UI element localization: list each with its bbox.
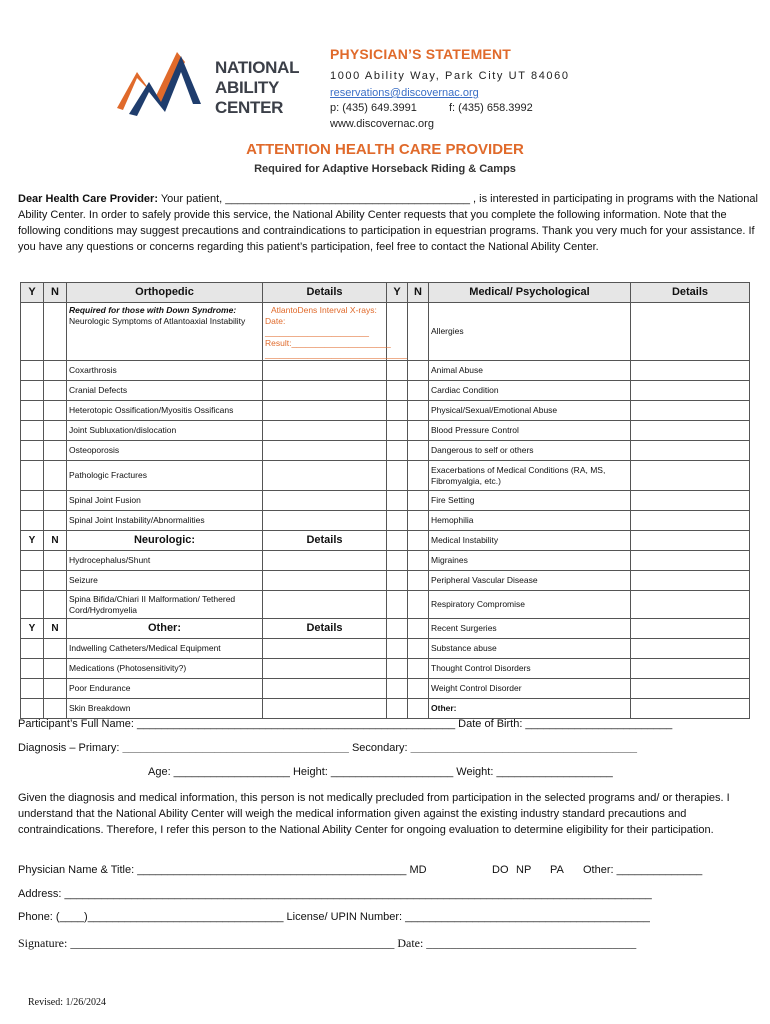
condition-label: Seizure xyxy=(67,571,263,591)
y-checkbox[interactable] xyxy=(387,699,408,719)
y-checkbox[interactable] xyxy=(387,571,408,591)
y-checkbox[interactable] xyxy=(21,461,44,491)
details-cell[interactable] xyxy=(263,361,387,381)
intro-lead: Dear Health Care Provider: xyxy=(18,193,158,205)
n-checkbox[interactable] xyxy=(408,699,429,719)
conditions-table xyxy=(20,282,750,719)
y-checkbox[interactable] xyxy=(21,361,44,381)
logo-line-ability: ABILITY xyxy=(215,78,280,97)
condition-label: Neurologic Symptoms of Atlantoaxial Instability xyxy=(69,316,246,326)
n-checkbox[interactable] xyxy=(408,401,429,421)
intro-paragraph xyxy=(18,191,758,255)
details-cell[interactable] xyxy=(631,531,750,551)
condition-label: Medical Instability xyxy=(429,531,631,551)
attention-heading: ATTENTION HEALTH CARE PROVIDER xyxy=(246,141,524,158)
y-checkbox[interactable] xyxy=(387,591,408,619)
n-checkbox[interactable] xyxy=(408,679,429,699)
details-cell[interactable] xyxy=(263,441,387,461)
y-checkbox[interactable] xyxy=(387,441,408,461)
medical-psychological-header: Medical/ Psychological xyxy=(429,283,631,303)
condition-label: Respiratory Compromise xyxy=(429,591,631,619)
required-for-subtitle: Required for Adaptive Horseback Riding & Camps xyxy=(254,163,516,175)
neurologic-header: Neurologic: xyxy=(67,531,263,551)
details-cell[interactable] xyxy=(263,571,387,591)
details-cell[interactable] xyxy=(631,551,750,571)
y-checkbox[interactable] xyxy=(387,619,408,639)
age-height-weight-field[interactable]: Age: ___________________ Height: ____________________ Weight: ___________________ xyxy=(148,766,613,778)
atlanto-details-cell[interactable] xyxy=(263,303,407,361)
details-cell[interactable] xyxy=(263,461,387,491)
n-checkbox[interactable] xyxy=(408,531,429,551)
details-cell[interactable] xyxy=(631,441,750,461)
n-checkbox[interactable] xyxy=(408,381,429,401)
atlanto-date: Date: ______________________ xyxy=(265,316,370,337)
details-cell[interactable] xyxy=(631,659,750,679)
y-checkbox[interactable] xyxy=(21,303,44,361)
condition-label: Animal Abuse xyxy=(429,361,631,381)
credential-np[interactable]: NP xyxy=(516,864,532,876)
condition-label: Blood Pressure Control xyxy=(429,421,631,441)
credential-other-field[interactable]: Other: ______________ xyxy=(583,864,703,876)
condition-label: Coxarthrosis xyxy=(67,361,263,381)
national-ability-center-logo xyxy=(115,48,310,128)
condition-label: Pathologic Fractures xyxy=(67,461,263,491)
details-cell[interactable] xyxy=(263,381,387,401)
n-checkbox[interactable] xyxy=(44,491,67,511)
condition-cell xyxy=(67,303,263,361)
condition-label: Substance abuse xyxy=(429,639,631,659)
condition-label: Osteoporosis xyxy=(67,441,263,461)
down-syndrome-note: Required for those with Down Syndrome: xyxy=(69,305,237,315)
details-cell[interactable] xyxy=(263,659,387,679)
details-cell[interactable] xyxy=(631,699,750,719)
n-checkbox[interactable] xyxy=(44,461,67,491)
y-checkbox[interactable] xyxy=(387,461,408,491)
y-checkbox[interactable] xyxy=(387,491,408,511)
y-checkbox[interactable] xyxy=(21,659,44,679)
n-checkbox[interactable] xyxy=(44,381,67,401)
intro-body: Your patient, ________________________________________ , is interested in participating in programs with the National Ability Center. In order to safely provide this service, the National Ability Center requests that you complete the following information. Note that the following conditions may suggest precautions and contraindications to participation in equestrian programs. Thank you very much for your assistance. If you have any questions or concerns regarding this patient’s participation, feel free to contact the National Ability Center. xyxy=(18,193,758,253)
website-text: www.discovernac.org xyxy=(330,118,434,130)
details-cell[interactable] xyxy=(263,511,387,531)
y-checkbox[interactable] xyxy=(21,639,44,659)
y-label: Y xyxy=(21,531,44,551)
n-checkbox[interactable] xyxy=(408,511,429,531)
y-checkbox[interactable] xyxy=(21,491,44,511)
condition-label: Spina Bifida/Chiari II Malformation/ Tethered Cord/Hydromyelia xyxy=(67,591,263,619)
y-checkbox[interactable] xyxy=(21,511,44,531)
n-checkbox[interactable] xyxy=(44,591,67,619)
y-checkbox[interactable] xyxy=(21,551,44,571)
condition-label: Medications (Photosensitivity?) xyxy=(67,659,263,679)
n-checkbox[interactable] xyxy=(408,551,429,571)
y-checkbox[interactable] xyxy=(387,511,408,531)
details-cell[interactable] xyxy=(631,679,750,699)
condition-label: Recent Surgeries xyxy=(429,619,631,639)
address-text: 1000 Ability Way, Park City UT 84060 xyxy=(330,70,570,82)
email-link[interactable]: reservations@discovernac.org xyxy=(330,87,479,99)
phone-number: p: (435) 649.3991 xyxy=(330,102,417,114)
details-cell[interactable] xyxy=(263,639,387,659)
n-checkbox[interactable] xyxy=(408,491,429,511)
orthopedic-header: Orthopedic xyxy=(67,283,263,303)
condition-label: Fire Setting xyxy=(429,491,631,511)
n-checkbox[interactable] xyxy=(44,571,67,591)
n-header: N xyxy=(408,283,429,303)
y-checkbox[interactable] xyxy=(387,551,408,571)
details-cell[interactable] xyxy=(631,591,750,619)
n-header: N xyxy=(44,283,67,303)
condition-label: Heterotopic Ossification/Myositis Ossificans xyxy=(67,401,263,421)
n-checkbox[interactable] xyxy=(44,699,67,719)
details-header: Details xyxy=(263,283,387,303)
fax-number: f: (435) 658.3992 xyxy=(448,102,533,114)
n-checkbox[interactable] xyxy=(44,511,67,531)
other-medical-label: Other: xyxy=(429,699,631,719)
condition-label: Exacerbations of Medical Conditions (RA, MS, Fibromyalgia, etc.) xyxy=(429,461,631,491)
atlanto-label: AtlantoDens Interval X-rays: xyxy=(271,305,377,315)
n-checkbox[interactable] xyxy=(408,659,429,679)
diagnosis-primary-label: Diagnosis – Primary: xyxy=(18,742,123,754)
condition-label: Thought Control Disorders xyxy=(429,659,631,679)
n-checkbox[interactable] xyxy=(408,591,429,619)
n-checkbox[interactable] xyxy=(408,361,429,381)
y-checkbox[interactable] xyxy=(21,381,44,401)
condition-label: Joint Subluxation/dislocation xyxy=(67,421,263,441)
logo-line-center: CENTER xyxy=(215,98,284,117)
n-checkbox[interactable] xyxy=(408,441,429,461)
details-header: Details xyxy=(631,283,750,303)
revised-date: Revised: 1/26/2024 xyxy=(28,997,107,1008)
details-cell[interactable] xyxy=(631,461,750,491)
credential-pa[interactable]: PA xyxy=(550,864,564,876)
condition-label: Indwelling Catheters/Medical Equipment xyxy=(67,639,263,659)
details-cell[interactable] xyxy=(263,491,387,511)
condition-label: Cardiac Condition xyxy=(429,381,631,401)
y-checkbox[interactable] xyxy=(387,421,408,441)
n-checkbox[interactable] xyxy=(44,303,67,361)
details-cell[interactable] xyxy=(631,571,750,591)
logo-line-national: NATIONAL xyxy=(215,58,300,77)
details-cell[interactable] xyxy=(263,401,387,421)
n-checkbox[interactable] xyxy=(44,361,67,381)
n-checkbox[interactable] xyxy=(408,461,429,491)
y-checkbox[interactable] xyxy=(387,679,408,699)
n-checkbox[interactable] xyxy=(408,571,429,591)
atlanto-result: Result:_____________________ xyxy=(265,338,391,348)
y-checkbox[interactable] xyxy=(387,639,408,659)
document-title: PHYSICIAN’S STATEMENT xyxy=(330,46,512,62)
n-checkbox[interactable] xyxy=(408,303,429,361)
diagnosis-primary-field[interactable]: _____________________________________ xyxy=(122,742,349,754)
condition-label: Poor Endurance xyxy=(67,679,263,699)
phone-fax xyxy=(330,102,533,114)
y-checkbox[interactable] xyxy=(387,659,408,679)
details-cell[interactable] xyxy=(631,381,750,401)
details-header: Details xyxy=(263,531,387,551)
details-cell[interactable] xyxy=(263,699,387,719)
details-cell[interactable] xyxy=(631,619,750,639)
details-cell[interactable] xyxy=(631,511,750,531)
condition-label: Hemophilia xyxy=(429,511,631,531)
condition-label: Cranial Defects xyxy=(67,381,263,401)
diagnosis-row xyxy=(18,742,637,754)
y-label: Y xyxy=(21,619,44,639)
y-checkbox[interactable] xyxy=(387,381,408,401)
n-label: N xyxy=(44,619,67,639)
participant-name-field[interactable]: Participant’s Full Name: ____________________________________________________ Date of Birth: ________________________ xyxy=(18,718,673,730)
credential-do[interactable]: DO xyxy=(492,864,509,876)
y-checkbox[interactable] xyxy=(21,441,44,461)
details-cell[interactable] xyxy=(631,491,750,511)
y-checkbox[interactable] xyxy=(21,699,44,719)
n-label: N xyxy=(44,531,67,551)
details-cell[interactable] xyxy=(631,361,750,381)
details-cell[interactable] xyxy=(631,303,750,361)
signature-date-field[interactable]: Signature: ______________________________________________________ Date: ___________________________________ xyxy=(18,936,637,950)
diagnosis-secondary-field[interactable]: _____________________________________ xyxy=(410,742,638,754)
condition-label: Weight Control Disorder xyxy=(429,679,631,699)
condition-label: Hydrocephalus/Shunt xyxy=(67,551,263,571)
y-header: Y xyxy=(21,283,44,303)
other-header: Other: xyxy=(67,619,263,639)
n-checkbox[interactable] xyxy=(44,421,67,441)
y-checkbox[interactable] xyxy=(21,401,44,421)
n-checkbox[interactable] xyxy=(44,639,67,659)
physician-name-field[interactable]: Physician Name & Title: ____________________________________________ MD xyxy=(18,864,427,876)
details-cell[interactable] xyxy=(631,401,750,421)
y-checkbox[interactable] xyxy=(387,401,408,421)
y-checkbox[interactable] xyxy=(387,361,408,381)
details-cell[interactable] xyxy=(263,551,387,571)
condition-label: Allergies xyxy=(429,303,631,361)
details-cell[interactable] xyxy=(263,679,387,699)
details-cell[interactable] xyxy=(631,639,750,659)
certification-paragraph: Given the diagnosis and medical information, this person is not medically precluded from participation in the selected programs and/ or therapies. I understand that the National Ability Center will weigh the medical information given against the existing industry standard precautions and contraindications. Therefore, I refer this person to the National Ability Center for ongoing evaluation to determine eligibility for their participation. xyxy=(18,792,730,836)
n-checkbox[interactable] xyxy=(408,619,429,639)
n-checkbox[interactable] xyxy=(44,441,67,461)
n-checkbox[interactable] xyxy=(408,421,429,441)
details-header: Details xyxy=(263,619,387,639)
y-checkbox[interactable] xyxy=(21,591,44,619)
y-header: Y xyxy=(387,283,408,303)
n-checkbox[interactable] xyxy=(44,679,67,699)
n-checkbox[interactable] xyxy=(44,659,67,679)
address-field[interactable]: Address: ________________________________________________________________________________________________ xyxy=(18,888,652,900)
n-checkbox[interactable] xyxy=(44,551,67,571)
condition-label: Dangerous to self or others xyxy=(429,441,631,461)
details-cell[interactable] xyxy=(263,591,387,619)
details-cell[interactable] xyxy=(631,421,750,441)
phone-license-field[interactable]: Phone: (____)________________________________ License/ UPIN Number: ________________________________________ xyxy=(18,911,650,923)
condition-label: Migraines xyxy=(429,551,631,571)
y-checkbox[interactable] xyxy=(21,421,44,441)
condition-label: Peripheral Vascular Disease xyxy=(429,571,631,591)
y-checkbox[interactable] xyxy=(21,571,44,591)
y-checkbox[interactable] xyxy=(21,679,44,699)
condition-label: Skin Breakdown xyxy=(67,699,263,719)
diagnosis-secondary-label: Secondary: xyxy=(348,742,411,754)
condition-label: Spinal Joint Instability/Abnormalities xyxy=(67,511,263,531)
n-checkbox[interactable] xyxy=(408,639,429,659)
condition-label: Spinal Joint Fusion xyxy=(67,491,263,511)
condition-label: Physical/Sexual/Emotional Abuse xyxy=(429,401,631,421)
details-cell[interactable] xyxy=(263,421,387,441)
atlanto-result-line: ______________________________ xyxy=(265,349,407,359)
n-checkbox[interactable] xyxy=(44,401,67,421)
y-checkbox[interactable] xyxy=(387,531,408,551)
